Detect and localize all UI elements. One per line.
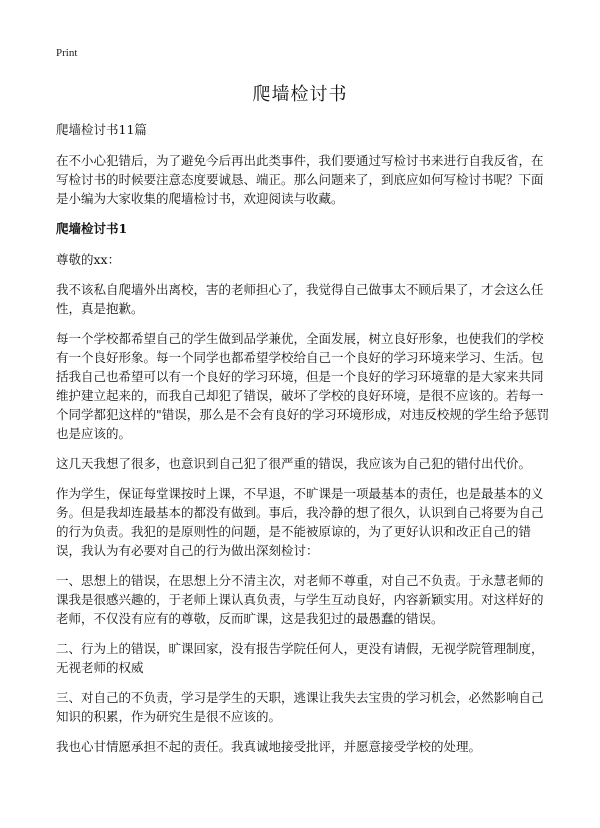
body-paragraph-5: 一、思想上的错误，在思想上分不清主次，对老师不尊重，对自己不负责。于永慧老师的课我是很感兴趣的，于老师上课认真负责，与学生互动良好，内容新颖实用。对这样好的老师，不仅没有应有的尊敬，反而旷课，这是我犯过的最愚蠢的错误。 [56,573,544,626]
body-paragraph-4: 作为学生，保证每堂课按时上课，不早退，不旷课是一项最基本的责任，也是最基本的义务。但是我却连最基本的都没有做到。事后，我冷静的想了很久，认识到自己将要为自己的行为负责。我犯的是原则性的问题，是不能被原谅的，为了更好认识和改正自己的错误，我认为有必要对自己的行为做出深刻检讨： [56,486,544,558]
body-paragraph-3: 这几天我想了很多，也意识到自己犯了很严重的错误，我应该为自己犯的错付出代价。 [56,456,532,471]
body-paragraph-6: 二、行为上的错误，旷课回家，没有报告学院任何人，更没有请假，无视学院管理制度，无视老师的权威 [56,641,544,675]
body-paragraph-1: 我不该私自爬墙外出离校，害的老师担心了，我觉得自己做事太不顾后果了，才会这么任性，真是抱歉。 [56,282,544,316]
body-paragraph-7: 三、对自己的不负责，学习是学生的天职，逃课让我失去宝贵的学习机会，必然影响自己知识的积累，作为研究生是很不应该的。 [56,690,544,724]
section-heading: 爬墙检讨书1 [56,221,128,236]
document-body [56,120,552,767]
body-paragraph-2: 每一个学校都希望自己的学生做到品学兼优，全面发展，树立良好形象，也使我们的学校有一个良好形象。每一个同学也都希望学校给自己一个良好的学习环境来学习、生活。包括我自己也希望可以有一个良好的学习环境，但是一个良好的学习环境靠的是大家来共同维护建立起来的，而我自己却犯了错误，破坏了学校的良好环境，是很不应该的。若每一个同学都犯这样的"错误，那么是不会有良好的学习环境形成，对违反校规的学生给予惩罚也是应该的。 [56,331,550,441]
document-title: 爬墙检讨书 [252,84,348,105]
document-subtitle: 爬墙检讨书11篇 [56,122,147,137]
salutation: 尊敬的xx： [56,252,121,267]
intro-paragraph: 在不小心犯错后，为了避免今后再出此类事件，我们要通过写检讨书来进行自我反省，在写检讨书的时候要注意态度要诚恳、端正。那么问题来了，到底应如何写检讨书呢？下面是小编为大家收集的爬墙检讨书，欢迎阅读与收藏。 [56,153,544,206]
body-paragraph-8: 我也心甘情愿承担不起的责任。我真诚地接受批评，并愿意接受学校的处理。 [56,739,482,754]
print-label: Print [56,47,78,59]
